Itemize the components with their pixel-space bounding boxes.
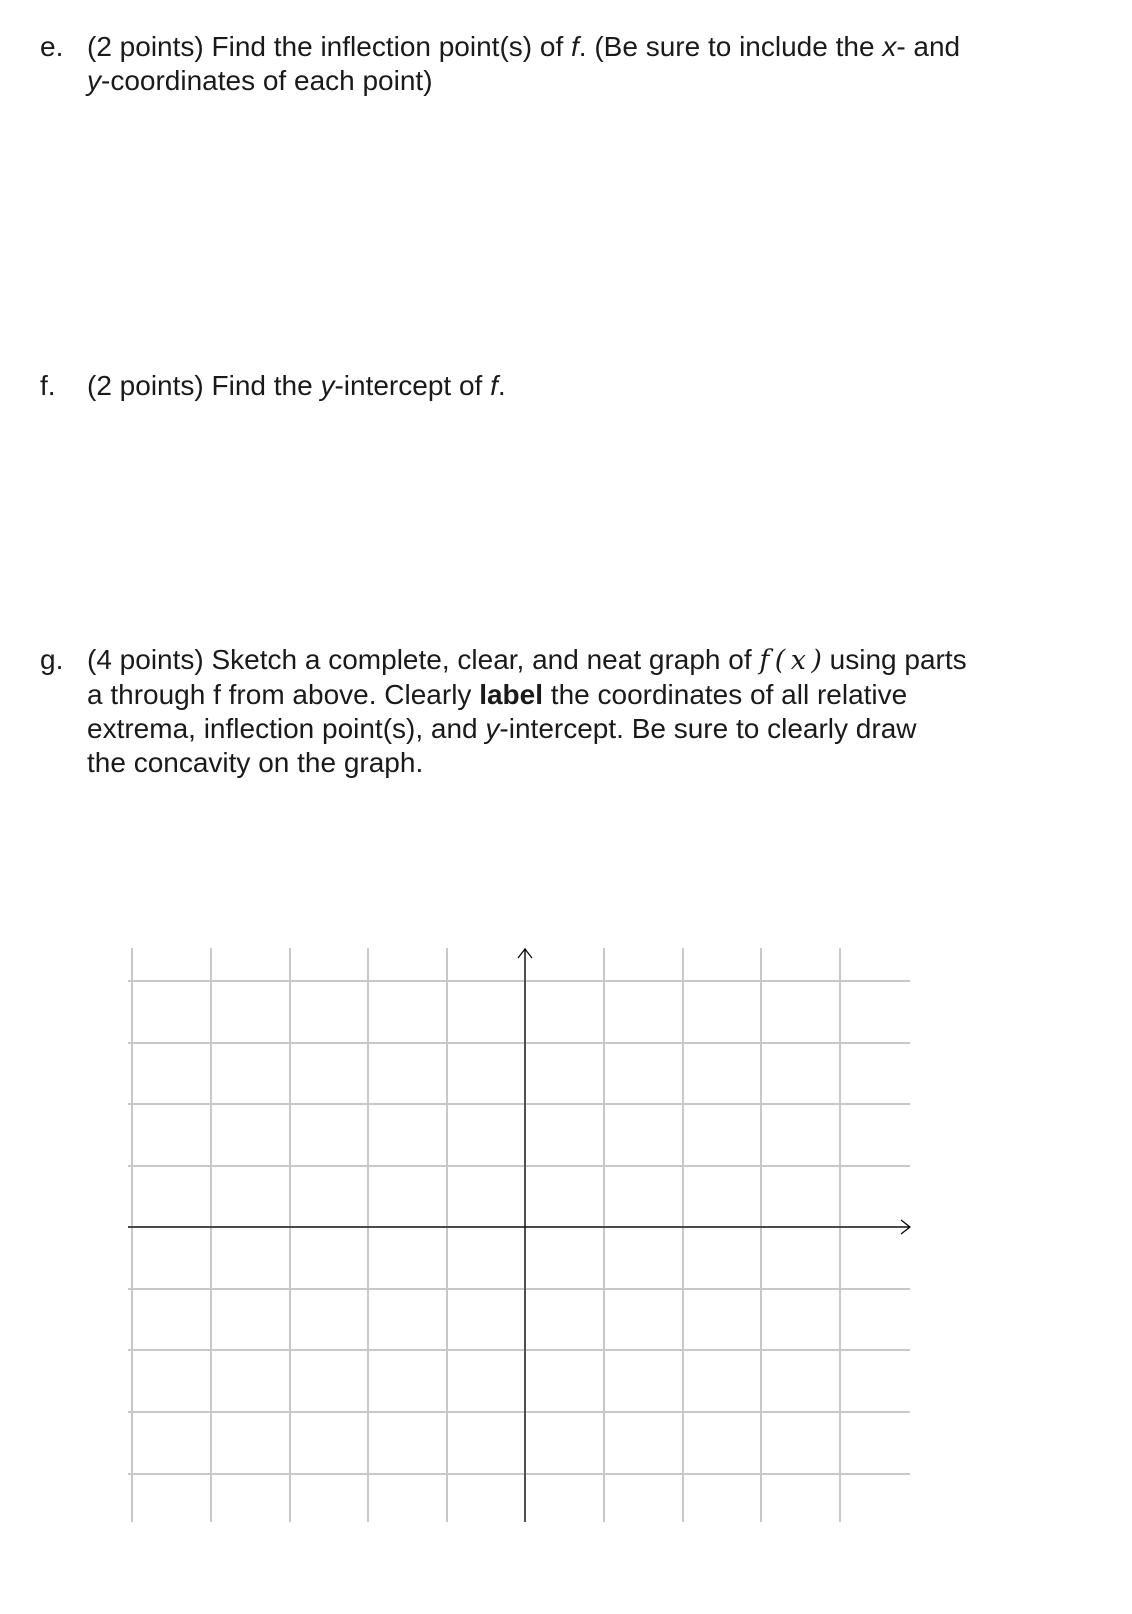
problem-g-text-1a: Sketch a complete, clear, and neat graph of [203, 644, 760, 675]
problem-g-text-2a: a through f from above. Clearly [87, 679, 480, 710]
problem-e-f: f [571, 31, 579, 62]
problem-f-letter: f. [40, 370, 56, 401]
problem-f-text-a: Find the [203, 370, 321, 401]
problem-f-text-c: . [497, 370, 506, 401]
problem-e-text-1b: . (Be sure to include the [578, 31, 883, 62]
problem-e-text-1c: - and [896, 31, 961, 62]
problem-g-label-bold: label [479, 679, 544, 710]
problem-g-text-2b: the coordinates of all relative [543, 679, 908, 710]
problem-f-y: y [320, 370, 335, 401]
problem-g-text-3a: extrema, inflection point(s), and [87, 713, 486, 744]
problem-f-text-b: -intercept of [334, 370, 491, 401]
problem-g-fx: f ( x ) [759, 645, 822, 676]
problem-g-points: (4 points) [87, 644, 204, 675]
problem-e-letter: e. [40, 31, 64, 62]
problem-f-f: f [490, 370, 498, 401]
problem-g-y: y [485, 713, 500, 744]
problem-g-letter: g. [40, 644, 64, 675]
problem-g-text-3b: -intercept. Be sure to clearly draw [499, 713, 917, 744]
problem-e-points: (2 points) [87, 31, 204, 62]
problem-f-points: (2 points) [87, 370, 204, 401]
problem-g-text-1b: using parts [821, 644, 967, 675]
graph-axes [128, 949, 910, 1522]
grid-vertical-lines [132, 948, 840, 1522]
problem-e-text-1a: Find the inflection point(s) of [203, 31, 572, 62]
problem-e-y: y [87, 65, 101, 96]
problem-g-text-4: the concavity on the graph. [87, 747, 424, 778]
problem-e-text-2: -coordinates of each point) [101, 65, 433, 96]
problem-e-x: x [882, 31, 897, 62]
